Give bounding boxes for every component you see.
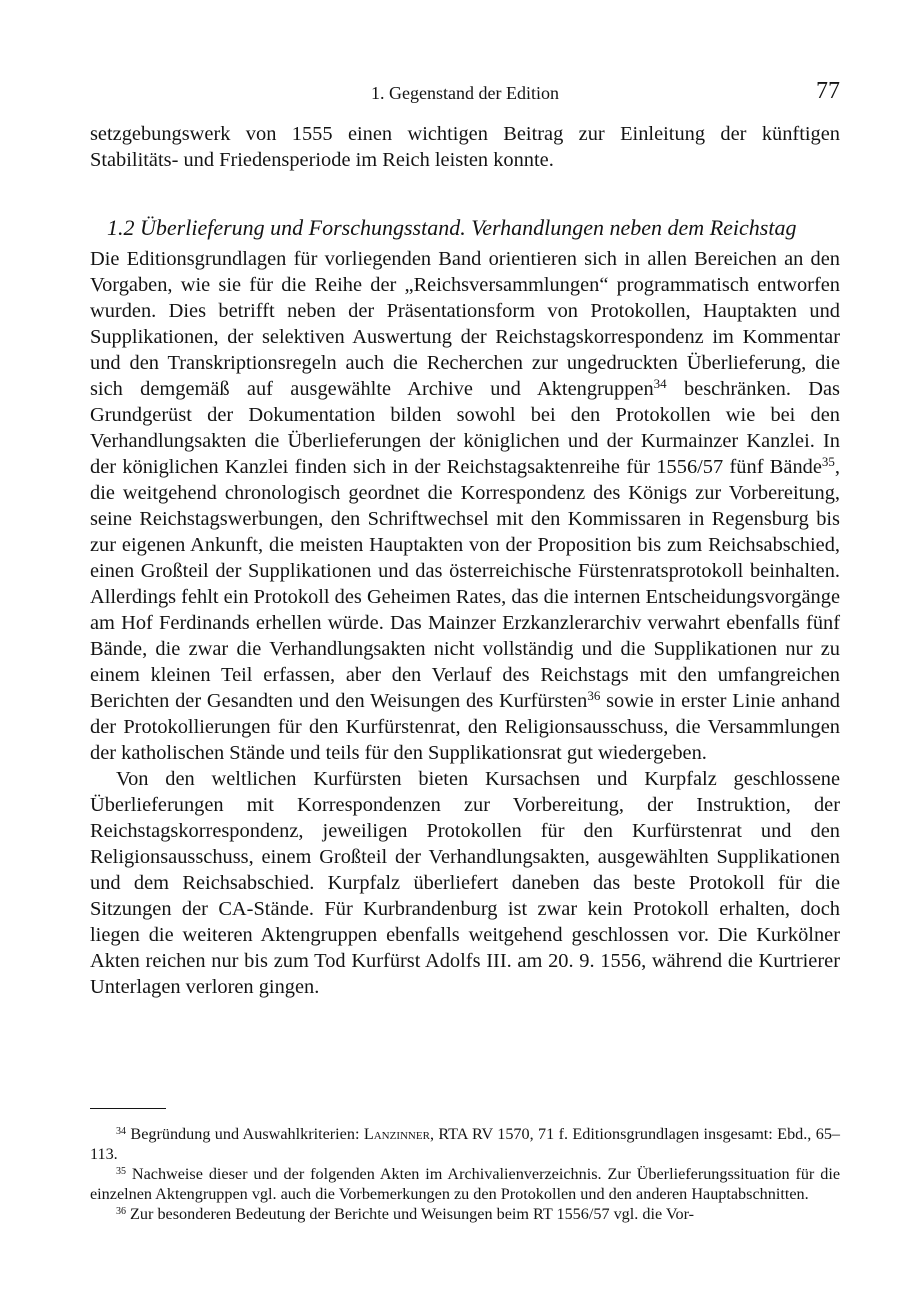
footnote-text: Nachweise dieser und der folgenden Akten im Archivalienverzeichnis. Zur Überlieferungssituation für die einzelnen Aktengruppen vgl. auch die Vorbemerkungen zu den Protokollen und den anderen Hauptabschnitten. [90,1165,840,1203]
footnote-text: Begründung und Auswahlkriterien: [130,1125,364,1143]
section-heading: 1.2 Überlieferung und Forschungsstand. Verhandlungen neben dem Reichstag [107,215,797,240]
footnote-number: 35 [116,1166,126,1177]
page-header [90,78,840,108]
footnote-number: 36 [116,1206,126,1217]
paragraph-editionsgrundlagen [90,246,840,766]
footnote-number: 34 [116,1126,126,1137]
paragraph-kurfuersten: Von den weltlichen Kurfürsten bieten Kursachsen und Kurpfalz geschlossene Überlieferungen mit Korrespondenzen zur Vorbereitung, der Instruktion, der Reichstagskorrespondenz, jeweiligen Protokollen für den Kurfürstenrat und den Religionsausschuss, einem Großteil der Verhandlungsakten, ausgewählten Supplikationen und dem Reichsabschied. Kurpfalz überliefert daneben das beste Protokoll für die Sitzungen der CA-Stände. Für Kurbrandenburg ist zwar kein Protokoll erhalten, doch liegen die weiteren Aktengruppen ebenfalls weitgehend geschlossen vor. Die Kurkölner Akten reichen nur bis zum Tod Kurfürst Adolfs III. am 20. 9. 1556, während die Kurtrierer Unterlagen verloren gingen. [90,768,840,998]
paragraph-text: Die Editionsgrundlagen für vorliegenden Band orientieren sich in allen Bereichen an den Vorgaben, wie sie für die Reihe der „Reichsversammlungen“ programmatisch entworfen wurden. Dies betrifft neben der Präsentationsform von Protokollen, Hauptakten und Supplikationen, der selektiven Auswertung der Reichstagskorrespondenz im Kommentar und den Transkriptionsregeln auch die Recherchen zur ungedruckten Überlieferung, die sich demgemäß auf ausgewählte Archive und Aktengruppen [90,248,840,400]
footnote-ref-36[interactable]: 36 [587,688,601,703]
paragraph-text: , die weitgehend chronologisch geordnet die Korrespondenz des Königs zur Vorbereitung, seine Reichstagswerbungen, den Schriftwechsel mit den Kommissaren in Regensburg bis zur eigenen Ankunft, die meisten Hauptakten von der Proposition bis zum Reichsabschied, einen Großteil der Supplikationen und das österreichische Fürstenratsprotokoll beinhalten. Allerdings fehlt ein Protokoll des Geheimen Rates, das die internen Entscheidungsvorgänge am Hof Ferdinands erhellen würde. Das Mainzer Erzkanzlerarchiv verwahrt ebenfalls fünf Bände, die zwar die Verhandlungsakten nicht vollständig und die Supplikationen nur zu einem kleinen Teil erfassen, aber den Verlauf des Reichstags mit den umfangreichen Berichten der Gesandten und den Weisungen des Kurfürsten [90,456,840,712]
footnote-ref-35[interactable]: 35 [821,454,835,469]
footnote-author: Lanzinner [363,1125,430,1143]
footnote-35 [90,1164,840,1204]
page-number: 77 [816,78,840,104]
carry-over-paragraph: setzgebungswerk von 1555 einen wichtigen Beitrag zur Einleitung der künftigen Stabilitäts- und Friedensperiode im Reich leisten konnte. [90,123,840,171]
footnote-34 [90,1124,840,1164]
footnote-separator [90,1108,166,1109]
footnote-text: , RTA RV 1570, 71 f. Editionsgrundlagen insgesamt: Ebd., 65–113. [90,1125,841,1163]
paragraph-text: sowie in erster Linie anhand der Protokollierungen für den Kurfürstenrat, den Religionsausschuss, die Versammlungen der katholischen Stände und teils für den Supplikationsrat gut wiedergeben. [90,690,840,764]
footnote-text: Zur besonderen Bedeutung der Berichte und Weisungen beim RT 1556/57 vgl. die Vor- [130,1205,695,1223]
paragraph-text: beschränken. Das Grundgerüst der Dokumentation bilden sowohl bei den Protokollen wie bei den Verhandlungsakten die Überlieferungen der königlichen und der Kurmainzer Kanzlei. In der königlichen Kanzlei finden sich in der Reichstagsaktenreihe für 1556/57 fünf Bände [90,378,840,478]
footnotes [90,1124,840,1224]
footnote-ref-34[interactable]: 34 [653,376,667,391]
footnote-36 [90,1204,840,1224]
running-head: 1. Gegenstand der Edition [371,83,559,103]
main-text [90,121,840,1000]
